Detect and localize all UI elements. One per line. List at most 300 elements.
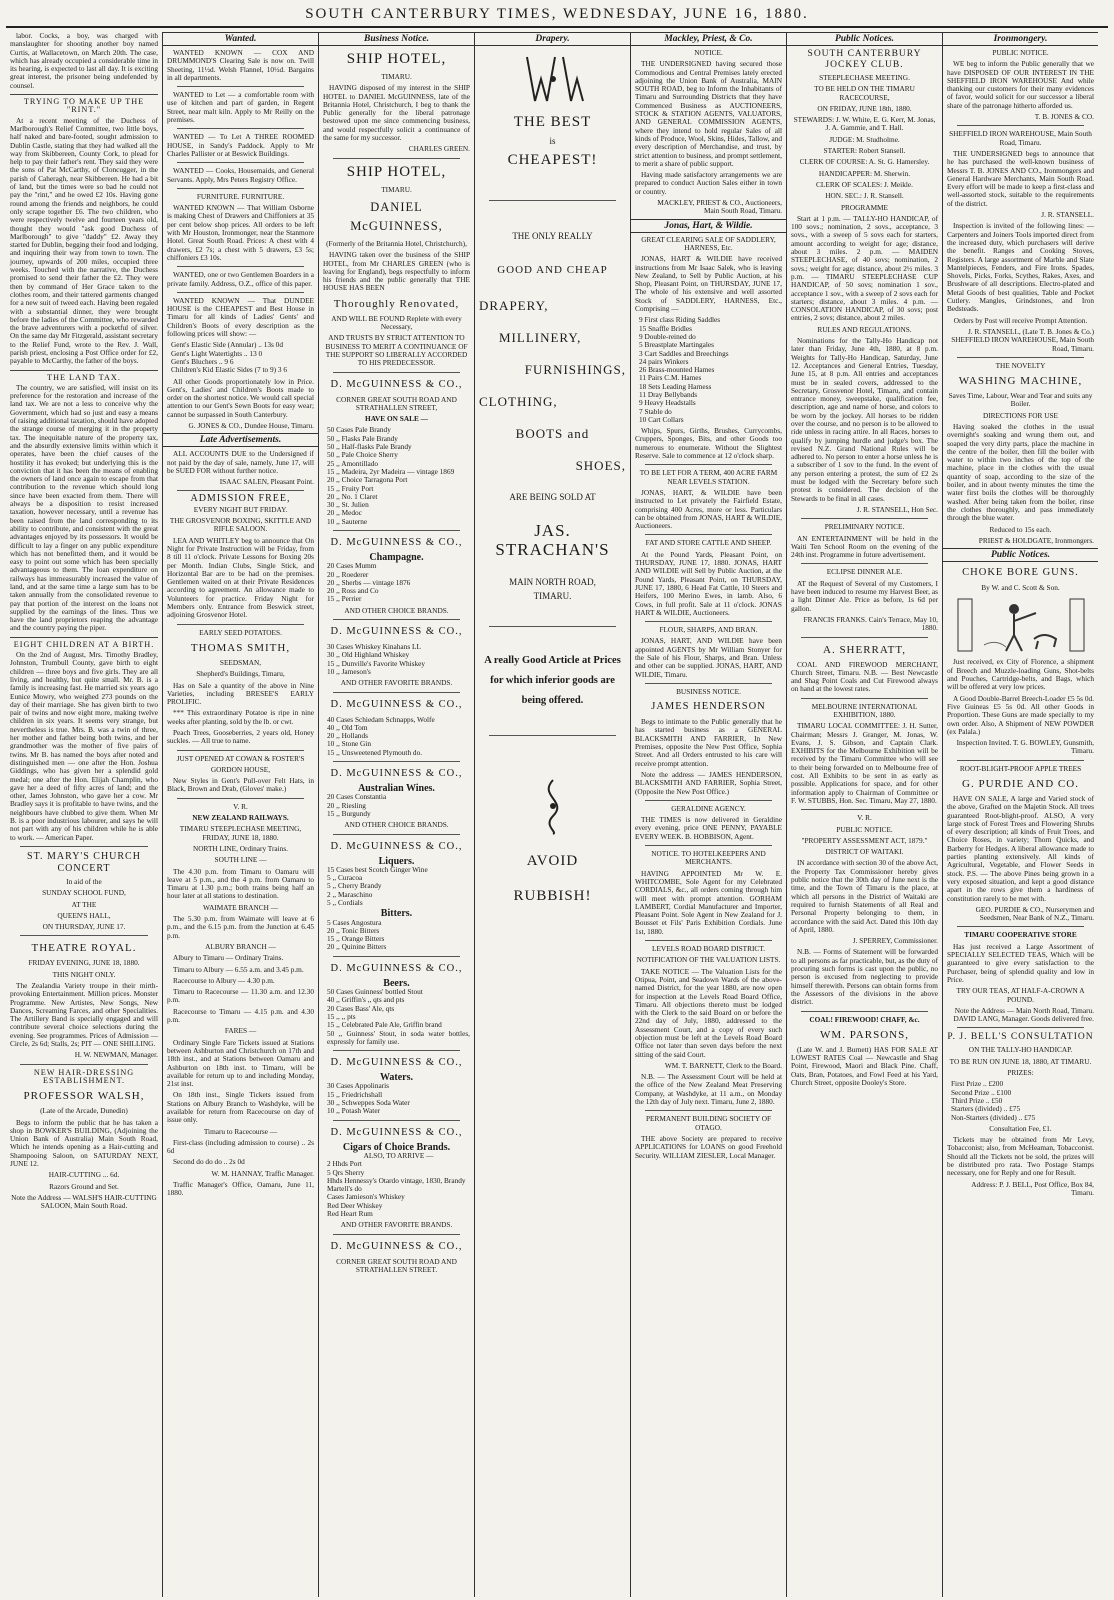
eclipse-body: AT the Request of Several of my Customers, I have been induced to resume my Harvest Beer, as a light Dinner Ale. Price as before, 1s 6d per gallon. xyxy=(791,578,938,613)
bell-title: P. J. BELL'S CONSULTATION xyxy=(947,1032,1094,1043)
official: HON. SEC.: J. R. Stansell. xyxy=(825,191,904,201)
list-item: 20 ,, Hollands xyxy=(327,731,368,741)
cheapest: CHEAPEST! xyxy=(507,152,598,168)
saddlery-list xyxy=(635,316,782,424)
strachan: JAS. STRACHAN'S xyxy=(495,521,610,559)
firm-addr: CORNER GREAT SOUTH ROAD AND STRATHALLEN STREET, xyxy=(336,394,457,412)
firm-name: D. McGUINNESS & CO., xyxy=(330,768,463,780)
rail-line: SOUTH LINE — xyxy=(214,855,267,865)
rail-line: Albury to Timaru — Ordinary Trains. xyxy=(173,953,284,963)
column-4 xyxy=(474,32,630,1597)
divider xyxy=(957,1027,1084,1028)
list-item: 30 ,, Old Highland Whiskey xyxy=(327,650,410,660)
list-item: 10 ,, Potash Water xyxy=(327,1106,380,1116)
official: HANDICAPPER: M. Sherwin. xyxy=(818,168,911,178)
section-header-mackley: Mackley, Priest, & Co. xyxy=(631,32,786,46)
list-item: 15 ,, Orange Bitters xyxy=(327,934,385,944)
article-body-rint: At a recent meeting of the Duchess of Marlborough's Relief Committee, two little boys, half naked and bare-footed, sought admission to Dublin Castle, stating that they had walked all the way from Skibbereen, County Cork, to plead for help to pay their father's rent. They said they were the sons of Pat McCarthy, of Cloncugger, in the parish of Caheragh, near Skibbereen. He had a bit of land, but the times were so bad he could not pay the "rint," and he owed £2 10s. Having gone round among the friends and neighbors, he could only scrape together £6. The two children, who were respectively twelve and fourteen years old, thought they would "ask good Duchess of Marlborough" to give "daddy" £2. Away they started for Dublin, begging their food and lodging, and inquiring their way from town to town. The journey, upwards of 200 miles, occupied three weeks. Touched with the narrative, the Duchess promised to send their father the £2. They were then by command of Her Grace taken to the clothes room, and their tattered garments changed for a new suit of tweed each. Having been regaled with a substantial dinner, they were brought before the ladies of the Committee, who rewarded the brave adventurers with a pocketful of silver. On the same day Mr Fitzgerald, assistant secretary to the Relief Fund, wrote to the Rev. J. Wall, parish priest, enclosing a Post Office order for £2, payable to McCarthy, the father of the boys. xyxy=(10,115,158,366)
prize-item: Non-Starters (divided) .. £75 xyxy=(951,1112,1036,1122)
saddlery-body: JONAS, HART & WILDIE have received instructions from Mr Isaac Salek, who is leaving New Zealand, to Sell by Public Auction, at his Shop, Pleasant Point, on THURSDAY, JUNE 17, The whole of his extensive and well assorted Stock of SADDLERY, HARNESS, Etc., Comprising — xyxy=(635,254,782,314)
jockey-line: TO BE HELD ON THE TIMARU RACECOURSE, xyxy=(814,84,915,102)
section-header-public-notices: Public Notices. xyxy=(943,548,1098,562)
divider xyxy=(801,563,928,564)
list-item: 50 Cases Pale Brandy xyxy=(327,425,391,435)
admission-title: ADMISSION FREE, xyxy=(190,493,291,505)
wanted-ad: WANTED KNOWN — COX AND DRUMMOND'S Clearing Sale is now on. Twill Sheeting, 11½d. Welsh Flannel, 10½d. Bargains in all departments. xyxy=(167,48,314,82)
act-title: "PROPERTY ASSESSMENT ACT, 1879." xyxy=(801,835,928,845)
potatoes-body: Has on Sale a quantity of the above in Nine Varieties, including BRESEE'S EARLY PROLIFIC. xyxy=(167,680,314,707)
potatoes-line: SEEDSMAN, xyxy=(219,657,262,667)
list-tail: AND OTHER FAVORITE BRANDS. xyxy=(340,1220,453,1230)
list-item: 10 ,, Stone Gin xyxy=(327,739,371,749)
divider xyxy=(177,162,304,163)
list-tail: AND OTHER CHOICE BRANDS. xyxy=(344,820,449,830)
divider xyxy=(645,845,772,846)
renovated: Thoroughly Renovated, xyxy=(333,297,460,310)
list-item: 30 ,, Schweppes Soda Water xyxy=(327,1098,410,1108)
have-on-sale: HAVE ON SALE — xyxy=(365,414,428,424)
reduced-line: Reduced to 15s each. xyxy=(989,524,1052,534)
rail-line: The 4.30 p.m. from Timaru to Oamaru will leave at 5 p.m., and the 4 p.m. from Oamaru to Timaru at 1.30 p.m.; both trains being half an hour later at all stations to destination. xyxy=(167,866,314,901)
coop-body: Has just received a Large Assortment of SPECIALLY SELECTED TEAS, Which will be guaranteed to give every satisfaction to the Purchaser, being of splendid quality and low in Price. xyxy=(947,941,1094,984)
masthead-date: WEDNESDAY, JUNE 16, 1880. xyxy=(562,6,809,22)
section-header-public: Public Notices. xyxy=(787,32,942,46)
wanted-ad: WANTED KNOWN — That William Osborne is making Chest of Drawers and Chiffoniers at 35 per cent below shop prices. All orders to be left with Mr Houston, Ironmonger, near the Stanmore Hotel. Great South Road. Prices: A chest with 4 drawers, £2 7s; a chest with 5 drawers, £3 5s; chiffoniers £3 10s. xyxy=(167,203,314,262)
daniel-body: HAVING taken over the business of the SHIP HOTEL, from Mr CHARLES GREEN (who is leaving for England), begs respectfully to inform his friends and the public generally that THE HOUSE HAS BEEN xyxy=(323,250,470,293)
only-really: THE ONLY REALLY xyxy=(512,231,593,241)
saddlery-title: GREAT CLEARING SALE OF SADDLERY, HARNESS, Etc. xyxy=(641,234,776,252)
hair-line: Razors Ground and Set. xyxy=(49,1181,119,1191)
rail-line: NEW ZEALAND RAILWAYS. xyxy=(192,813,289,823)
brandy-list xyxy=(323,426,470,526)
list-tail: AND OTHER FAVORITE BRANDS. xyxy=(340,678,453,688)
accounts-notice: ALL ACCOUNTS DUE to the Undersigned if not paid by the day of sale, namely, June 17, will be SUED FOR without further notice. xyxy=(167,449,314,475)
lease-body: JONAS, HART, & WILDIE have been instructed to Let privately the Fairfield Estate, comprising 400 Acres, more or less. Particulars can be obtained from JONAS, HART & WILDIE, Auctioneers. xyxy=(635,487,782,531)
list-item: 15 ,, Perrier xyxy=(327,594,362,604)
section-header-late: Late Advertisements. xyxy=(163,433,318,447)
rail-line: Timaru to Albury — 6.55 a.m. and 3.45 p.m. xyxy=(173,964,304,974)
rail-line: WAIMATE BRANCH — xyxy=(203,902,278,912)
rail-line: Racecourse to Timaru — 4.15 p.m. and 4.30 p.m. xyxy=(167,1006,314,1025)
stansell-sig: J. R. STANSELL, (Late T. B. Jones & Co.) SHEFFIELD IRON WAREHOUSE, Main South Road, Timaru. xyxy=(951,326,1094,353)
shoes-word: SHOES, xyxy=(575,458,626,473)
fee-line: Consultation Fee, £1. xyxy=(989,1123,1052,1133)
list-item: ALSO, TO ARRIVE — xyxy=(363,1150,434,1160)
bell-body: Tickets may be obtained from Mr Levy, Tobacconist; also, from McHeaman, Tobacconist. Should all the Tickets not be sold, the prizes will be distributed pro rata. Two Postage Stamps necessary, one for Reply and one for Result. xyxy=(947,1135,1094,1178)
section-header-jhw: Jonas, Hart, & Wildie. xyxy=(631,219,786,233)
list-item: 15 ,, Burgundy xyxy=(327,808,371,818)
list-item: 15 ,, ,, pts xyxy=(327,1011,356,1021)
waitaki-nb: N.B. — Forms of Statement will be forwarded to all persons as far practicable, but, as the duty of procuring such forms is cast upon the public, no person is excused from neglecting to provide himself therewith. Persons can obtain forms from the Assessors of the divisions in the above district. xyxy=(791,947,938,1007)
list-item: 15 ,, Fruity Port xyxy=(327,483,374,493)
list-item: 50 Cases Guinness' bottled Stout xyxy=(327,987,423,997)
sheffield-sig: J. R. STANSELL. xyxy=(1041,210,1094,220)
list-item: 2 Hhds Port xyxy=(327,1159,362,1169)
article-body-land-tax: The country, we are satisfied, will insist on its preference for the restoration and increase of the land tax. We are not a less to conceive why the Government, which had so just and easy a means of raising additional taxation, should have adopted the strange course of merging it in the property tax. The inequitable nature of the property tax, and the absurdly extensive limits within which it operates, have been the chief causes of the hostility it has evoked; but underlying this is the conviction that it has been the means of enabling the owners of land once again to escape from that contribution to the revenue which should long since have been exacted from them. There will always be a disposition to resist increased taxation, however necessary, until a revenue has been raised from the land corresponding to its ability to contribute, and consistent with the great advantages enjoyed by its possessors. It would be difficult to lay a finger on any public expenditure which has not benefitted them, and it would be easy to point out some which has been specially advantageous to them. The loan expenditure on railways has immeasurably increased the value of land, and at the same time a large sum has to be taken annually from the consolidated revenue to pay that portion of the interest on the loans not supplied by the earnings of the lines. Thus we have the land proprietors reaping the advantage and the country paying the piper. xyxy=(10,382,158,633)
washing-sub: Saves Time, Labour, Wear and Tear and suits any Boiler. xyxy=(948,391,1093,409)
flourish-ornament xyxy=(479,776,626,836)
list-item: 5 Qrs Sherry xyxy=(327,1167,365,1177)
prizes-list xyxy=(947,1080,1094,1121)
rail-sig: W. M. HANNAY, Traffic Manager. xyxy=(211,1168,314,1178)
category-waters: Waters. xyxy=(379,1072,414,1084)
list-item: 9 Heavy Headstalls xyxy=(639,398,696,408)
stewards: STEWARDS: J. W. White, E. G. Kerr, M. Jonas, J. A. Gammie, and T. Hall. xyxy=(793,115,936,133)
concert-title: ST. MARY'S CHURCH CONCERT xyxy=(27,850,141,874)
divider xyxy=(645,464,772,465)
category-beers: Beers. xyxy=(383,977,410,989)
potatoes-body: Peach Trees, Gooseberries, 2 years old, Honey suckles. — All true to name. xyxy=(167,728,314,746)
good-and-cheap: GOOD AND CHEAP xyxy=(497,264,608,276)
list-item: 3 Cart Saddles and Breechings xyxy=(639,348,729,358)
guns-body: A Good Double-Barrel Breech-Loader £5 5s 0d. Five Guineas £5 5s 0d. All other Goods in Proportion. These Guns are made specially to my own order. Also, A Shipment of NEW POWDER (ex Palala.) xyxy=(947,693,1094,736)
wanted-ad: WANTED — Cooks, Housemaids, and General Servants. Apply, Mrs Peters Registry Office. xyxy=(167,166,314,184)
rail-line: Traffic Manager's Office, Oamaru, June 11, 1880. xyxy=(167,1180,314,1198)
sherratt-body: COAL AND FIREWOOD MERCHANT, Church Street, Timaru. N.B. — Best Newcastle and Shag Point Coals and Cut Firewood always on hand at the lowest rates. xyxy=(791,659,938,694)
rules-sig: J. R. STANSELL, Hon Sec. xyxy=(856,504,938,514)
thomas-smith: THOMAS SMITH, xyxy=(190,641,291,654)
column-7 xyxy=(942,32,1098,1597)
ship-hotel-body: HAVING disposed of my interest in the SHIP HOTEL to DANIEL McGUINNESS, late of the Britannia Hotel, Christchurch, I beg to thank the Public generally for the liberal patronage bestowed upon me since commencing business, and would respectfully solicit a continuance of the same for my successor. xyxy=(323,83,470,143)
prelim-body: AN ENTERTAINMENT will be held in the Waiti Ten School Room on the evening of the 24th inst. Programme in future advertisement. xyxy=(791,533,938,560)
list-item: 20 ,, Roederer xyxy=(327,569,369,579)
concert-line: ON THURSDAY, JUNE 17. xyxy=(42,922,126,932)
list-item: 5 Breastplate Martingales xyxy=(639,340,714,350)
is-word: is xyxy=(549,136,556,146)
purdie-body: HAVE ON SALE, A large and Varied stock of the above, Grafted on the Majetin Stock. All trees guaranteed Root-blight-proof. ALSO, A very large stock of Forest Trees and Flowering Shrubs of every description; all kinds of Fruit Trees, and Choice Roses, in variety; Thorn Quicks, and Barberry for Hedges. A liberal allowance made to parties planting extensively. All kinds of Agricultural, Vegetable, and Flower Seeds in stock. P.S. — The above Pines being grown in a very exposed situation, and kept a good distance apart in the rows give them a hardiness of constitution rarely to be met with. xyxy=(947,794,1094,903)
divider xyxy=(645,1110,772,1111)
article-title-eight-children: EIGHT CHILDREN AT A BIRTH. xyxy=(10,637,158,649)
rail-line: Racecourse to Albury — 4.30 p.m. xyxy=(173,975,275,985)
waters-list xyxy=(323,1082,470,1115)
category-wines: Australian Wines. xyxy=(358,783,435,795)
rail-line: Timaru to Racecourse — 11.30 a.m. and 12.30 p.m. xyxy=(167,987,314,1005)
list-item: 20 ,, Medoc xyxy=(327,508,362,518)
list-item: Cases Jamieson's Whiskey xyxy=(327,1192,405,1202)
levels-nb: N.B. — The Assessment Court will be held at the office of the New Zealand Meat Preserving Company, at Washdyke, at 11 a.m., on Monday the 12th day of July next. Timaru, June 2, 1880. xyxy=(635,1072,782,1107)
firm-name: D. McGUINNESS & CO., xyxy=(330,1126,463,1138)
try-sig: Note the Address — Main North Road, Timaru. DAVID LANG, Manager. Goods delivered free. xyxy=(953,1005,1094,1024)
potatoes-line: Shepherd's Buildings, Timaru, xyxy=(196,669,285,679)
divider xyxy=(177,490,304,491)
daniel-sub: (Formerly of the Britannia Hotel, Christchurch), xyxy=(326,238,467,248)
section-header-wanted: Wanted. xyxy=(163,32,318,46)
levels-sig: WM. T. BARNETT, Clerk to the Board. xyxy=(664,1060,782,1070)
list-item: 15 ,, Celebrated Pale Ale, Griffin brand xyxy=(327,1020,442,1030)
divider xyxy=(801,637,928,638)
divider xyxy=(489,735,616,736)
divider xyxy=(177,188,304,189)
list-item: 11 Dray Bellybands xyxy=(639,389,698,399)
divider xyxy=(177,798,304,799)
public-notice-title: PUBLIC NOTICE. xyxy=(992,48,1049,57)
column-2 xyxy=(162,32,318,1597)
list-item: 10 ,, Jameson's xyxy=(327,666,371,676)
ad-railways xyxy=(167,803,314,1198)
wanted-ad: WANTED — To Let A THREE ROOMED HOUSE, in Sandy's Paddock. Apply to Mr Charles Pallister or at Beswick Buildings. xyxy=(167,132,314,158)
category-liqueurs: Liquers. xyxy=(378,855,415,867)
list-item: 5 Cases Angostura xyxy=(327,917,382,927)
price-item: Gent's Elastic Side (Annular) .. 13s 0d xyxy=(171,340,283,350)
ad-concert xyxy=(10,851,158,931)
inspection-body: Inspection is invited of the following lines: — Carpenters and Joiners Tools imported direct from the increased duty, which purchasers will derive the benefit. Ranges and Cooking Stoves, Registers. A large assortment of Marble and Slate Mantelpieces, Fenders, and Fire Irons. Spades, Shovels, Picks, Forks, Scythes, Rakes, Axes, and Brushware of all descriptions. Electro-plated and Metal Goods of best qualities, Table and Pocket Cutlery. Mangles, Grindstones, and Iron Bedsteads. xyxy=(947,221,1094,314)
list-item: 20 Cases Mumm xyxy=(327,561,377,571)
divider xyxy=(645,621,772,622)
gun-illustration xyxy=(947,595,1094,655)
levels-body: TAKE NOTICE — The Valuation Lists for the Otipua, Point, and Seadown Wards of the above-named District, for the year 1880, are now open for inspection at the Levels Road Board Office, Timaru. All objections thereto must be lodged with the Clerk to the said Board on or before the 22nd day of July, 1880, addressed to the Assessment Court, and a copy of every such objection must be left at the Levels Road Board Office not later than seven days before the next sitting of the said Court. xyxy=(635,966,782,1059)
category-cigars: Cigars of Choice Brands. xyxy=(342,1141,451,1153)
waitaki-sig: J. SPERREY, Commissioner. xyxy=(852,936,938,946)
divider xyxy=(177,292,304,293)
list-item: 15 ,, Unsweetened Plymouth do. xyxy=(327,747,423,757)
firm-name: D. McGUINNESS & CO., xyxy=(330,536,463,548)
divider xyxy=(333,530,460,531)
divider xyxy=(645,800,772,801)
list-item: 30 Cases Appolinaris xyxy=(327,1081,390,1091)
firm-name: D. McGUINNESS & CO., xyxy=(330,698,463,710)
rail-line: FARES — xyxy=(224,1026,257,1036)
list-item: 20 ,, No. 1 Claret xyxy=(327,491,378,501)
official: JUDGE: M. Studholme. xyxy=(829,134,900,144)
sold-at: ARE BEING SOLD AT xyxy=(509,492,596,502)
main-road: MAIN NORTH ROAD, xyxy=(509,577,596,587)
timaru: TIMARU. xyxy=(533,591,572,601)
geraldine-title: GERALDINE AGENCY. xyxy=(671,803,746,813)
list-item: 20 ,, Riesling xyxy=(327,800,366,810)
eclipse-title: ECLIPSE DINNER ALE. xyxy=(826,567,903,577)
furnishings-word: FURNISHINGS, xyxy=(524,362,626,377)
whiskey-list xyxy=(323,643,470,676)
parsons-body: (Late W. and J. Burnett) HAS FOR SALE AT LOWEST RATES Coal — Newcastle and Shag Point, Firewood, Maori and Black Pine. Chaff, Oats, Bran, Potatoes, and Fowl Feed at his Yard, Church Street, opposite Dooley's Store. xyxy=(791,1044,938,1087)
sheffield-title: SHEFFIELD IRON WAREHOUSE, Main South Road, Timaru. xyxy=(949,129,1092,147)
arrive-list xyxy=(323,1152,470,1218)
column-6 xyxy=(786,32,942,1597)
prize-item: First Prize .. £200 xyxy=(951,1079,1004,1089)
rubbish: RUBBISH! xyxy=(513,888,592,904)
bell-sub: ON THE TALLY-HO HANDICAP. xyxy=(968,1045,1073,1055)
rail-line: Ordinary Single Fare Tickets issued at Stations between Ashburton and Christchurch on 17th and 18th inst., and at Stations between Oamaru and Ashburton on 18th inst. to Timaru, will be available for return up to and including Monday, 21st inst. xyxy=(167,1037,314,1089)
divider xyxy=(333,158,460,159)
list-item: 2 ,, Maraschino xyxy=(327,889,373,899)
prize-item: Starters (divided) .. £75 xyxy=(951,1104,1021,1114)
priest-sig: PRIEST & HOLDGATE, Ironmongers. xyxy=(978,535,1094,545)
list-item: 24 pairs Winkers xyxy=(639,356,689,366)
divider xyxy=(645,534,772,535)
millinery-word: MILLINERY, xyxy=(499,330,582,345)
list-item: 15 Cases best Scotch Ginger Wine xyxy=(327,864,428,874)
trees-title: ROOT-BLIGHT-PROOF APPLE TREES xyxy=(959,763,1082,773)
dundee-body: All other Goods proportionately low in Price. Gent's, Ladies' and Children's Boots made to order on the shortest notice. We would call special attention to our Gent's Sewn Boots for easy wear; cannot be surpassed in South Canterbury. xyxy=(167,376,314,419)
wanted-ad: WANTED to Let — a comfortable room with use of kitchen and part of garden, in Regent Street, near malt kiln. Apply to Mr Reilly on the premises. xyxy=(167,90,314,125)
champagne-list xyxy=(323,562,470,603)
list-item: 7 Stable do xyxy=(639,406,672,416)
divider xyxy=(20,846,148,847)
divider xyxy=(801,518,928,519)
official: CLERK OF COURSE: A. St. G. Hamersley. xyxy=(799,157,930,167)
firm-addr: CORNER GREAT SOUTH ROAD AND STRATHALLEN STREET. xyxy=(336,1256,457,1274)
rail-line: On 18th inst., Single Tickets issued from Stations on Albury Branch to Washdyke, will be available for return from Racecourse on day of issue only. xyxy=(167,1090,314,1125)
theatre-body: The Zealandia Variety troupe in their mirth-provoking Entertainment. Million prices. Monster Programme. New Artistes, New Songs, New Dances, Screaming Farces, and other Specialities. The Artillery Band is specially engaged and will contribute several choice selections during the evening. See programmes. Prices of Admission — Circle, 2s 6d; Stalls, 2s; PIT — ONE SHILLING. xyxy=(10,980,158,1049)
article-tail: labor. Cocks, a boy, was charged with manslaughter for shooting another boy named Curtis, at Wallacetown, on March 20th. The case, which has already occupied a considerable time in its hearing, is expected to last all day. It is exciting great interest, the prisoner being undefended by counsel. xyxy=(10,32,158,90)
try-teas: TRY OUR TEAS, AT HALF-A-CROWN A POUND. xyxy=(956,986,1085,1004)
hotel-title: NOTICE. TO HOTELKEEPERS AND MERCHANTS. xyxy=(651,849,766,867)
list-item: 50 ,, Guinness' Stout, in soda water bottles, expressly for family use. xyxy=(327,1028,470,1046)
theatre-line: THIS NIGHT ONLY. xyxy=(52,969,116,979)
column-1 xyxy=(6,32,162,1597)
ship-hotel-town: TIMARU. xyxy=(381,184,412,194)
divider xyxy=(177,86,304,87)
divider xyxy=(489,626,616,627)
hair-line: HAIR-CUTTING ... 6d. xyxy=(48,1170,120,1180)
column-3 xyxy=(318,32,474,1597)
section-header-ironmongery: Ironmongery. xyxy=(943,32,1098,46)
theatre-line: FRIDAY EVENING, JUNE 18, 1880. xyxy=(28,958,140,968)
firm-name: D. McGUINNESS & CO., xyxy=(330,1240,463,1252)
concert-line: SUNDAY SCHOOL FUND, xyxy=(42,888,126,898)
wines-list xyxy=(323,793,470,818)
ship-hotel-title: SHIP HOTEL, xyxy=(346,51,447,67)
henderson-sig: Note the address — JAMES HENDERSON, BLACKSMITH AND FARRIER, Sophia Street, (Opposite the New Post Office.) xyxy=(635,769,782,796)
coop-title: TIMARU COOPERATIVE STORE xyxy=(964,930,1077,940)
coal-title: COAL! FIREWOOD! CHAFF, &c. xyxy=(809,1014,920,1024)
divider xyxy=(333,1050,460,1051)
firm-name: D. McGUINNESS & CO., xyxy=(330,962,463,974)
rail-line: Second do do do .. 2s 0d xyxy=(173,1157,245,1167)
divider xyxy=(801,698,928,699)
divider xyxy=(333,956,460,957)
list-item: 15 Snaffle Bridles xyxy=(639,323,692,333)
divider xyxy=(177,624,304,625)
waitaki-title: DISTRICT OF WAITAKI. xyxy=(825,847,904,857)
hunter-with-dog-icon xyxy=(956,595,1086,655)
firm-name: D. McGUINNESS & CO., xyxy=(330,840,463,852)
sherratt-name: A. SHERRATT, xyxy=(823,643,906,656)
divider xyxy=(801,809,928,810)
mackley-sig: MACKLEY, PRIEST & CO., Auctioneers, Main South Road, Timaru. xyxy=(657,198,782,216)
prize-item: Third Prize .. £50 xyxy=(951,1095,1003,1105)
rules-body: Nominations for the Tally-Ho Handicap not later than Friday, June 4th, 1880, at 8 p.m. Weights for Tally-Ho Handicap, Saturday, June 12. Acceptances and General Entries, Tuesday, June 15, at 8 p.m. All entries and acceptances must be in sealed covers, addressed to the Secretary, Grosvenor Hotel, Timaru, and contain entrance money, sweepstake, qualification fee, description, age and name of horse, and colors to be worn by the jockey. All horses to be ridden over the course, and no person is to be allowed to ride unless in racing attire. In all Races, horses to qualify by jumping hurdle and judge's box. The revised N.Z. Grand National Rules will be adhered to. No person to enter a horse unless he is a subscriber of 1 sov to the fund. In the event of any person entering a protest, the sum of £2 2s must be lodged with the Secretary before such protest is considered. The decision of the Stewards to be final in all cases. xyxy=(791,336,938,503)
divider xyxy=(645,940,772,941)
prizes-title: PRIZES: xyxy=(1007,1068,1034,1078)
masthead-title: SOUTH CANTERBURY TIMES, xyxy=(305,6,558,22)
rail-line: First-class (including admission to course) .. 2s 6d xyxy=(167,1137,314,1156)
beers-list xyxy=(323,988,470,1046)
lea-whitley-body: LEA AND WHITLEY beg to announce that On Night for Private Instruction will be Friday, from 8 till 11 o'clock. Private Lessons for Boxing 20s per Month. Indian Clubs, Single Stick, and Horizontal Bar are to be had on the premises. Gentlemen waited on at their Private Residences according to agreement. An allowance made to Volunteers for practice. Friday Night for Members only. Entrance from Beswick street, adjoining Grosvenor Hotel. xyxy=(167,535,314,620)
accounts-sig: ISAAC SALEN, Pleasant Point. xyxy=(219,477,314,487)
divider xyxy=(645,683,772,684)
list-item: 20 ,, Tonic Bitters xyxy=(327,925,380,935)
potatoes-body: *** This extraordinary Potatoe is ripe in nine weeks after planting, sold by the lb. or cwt. xyxy=(167,708,314,726)
drapery-word: DRAPERY, xyxy=(479,298,549,313)
divider xyxy=(957,760,1084,761)
divider xyxy=(957,125,1084,126)
divider xyxy=(333,372,460,373)
article-offer: A really Good Article at Prices for which inferior goods are being offered. xyxy=(484,655,621,706)
directions-title: DIRECTIONS FOR USE xyxy=(982,410,1058,420)
divider xyxy=(20,1064,148,1065)
purdie-sig: GEO. PURDIE & CO., Nurserymen and Seedsmen, Near Bank of N.Z., Timaru. xyxy=(975,904,1094,923)
lease-title: TO BE LET FOR A TERM, 400 ACRE FARM NEAR LEVELS STATION. xyxy=(639,468,778,486)
list-item: 20 ,, Choice Tarragona Port xyxy=(327,475,408,485)
strict: AND TRUSTS BY STRICT ATTENTION TO BUSINESS TO MERIT A CONTINUANCE OF THE SUPPORT SO LIBERALLY ACCORDED TO HIS PREDECESSOR. xyxy=(325,333,468,368)
section-header-business: Business Notice. xyxy=(319,32,474,46)
mackley-body: Having made satisfactory arrangements we are prepared to conduct Auction Sales either in town or country. xyxy=(635,170,782,196)
ship-hotel-sig: CHARLES GREEN. xyxy=(408,144,470,154)
list-item: 20 ,, Quinine Bitters xyxy=(327,942,387,952)
divider xyxy=(801,1011,928,1012)
theatre-title: THEATRE ROYAL. xyxy=(31,942,137,955)
article-title-rint: TRYING TO MAKE UP THE "RINT." xyxy=(10,94,158,115)
saddlery-tail: Whips, Spurs, Girths, Brushes, Currycombs, Cruppers, Sponges, Bits, and other Goods too numerous to enumerate. Without the Slightest Reserve. Sale to commence at 12 o'clock sharp. xyxy=(635,426,782,461)
list-item: 9 Double-reined do xyxy=(639,331,696,341)
vr: V. R. xyxy=(857,813,872,823)
permanent-body: THE above Society are prepared to receive APPLICATIONS for LOANS on good Freehold Security. WILLIAM ZIESLER, Local Manager. xyxy=(635,1133,782,1160)
section-header-drapery: Drapery. xyxy=(475,32,630,46)
rail-line: TIMARU STEEPLECHASE MEETING, FRIDAY, JUNE 18, 1880. xyxy=(179,824,302,842)
dundee-sig: G. JONES & CO., Dundee House, Timaru. xyxy=(188,420,314,430)
henderson-body: Begs to intimate to the Public generally that he has started business as a GENERAL BLACKSMITH AND FARRIER, In New Premises, opposite the New Post Office, Sophia Street. And all Orders entrusted to his care will receive prompt attention. xyxy=(635,717,782,768)
purdie-name: G. PURDIE AND CO. xyxy=(962,778,1079,790)
list-item: 5 ,, Cherry Brandy xyxy=(327,881,382,891)
list-item: Martell's do xyxy=(327,1184,362,1194)
hotel-body: HAVING APPOINTED Mr W. E. WHITCOMBE, Sole Agent for my Celebrated CORDIALS, &c., all orders coming through him will meet with prompt attention. GORHAM LAMBERT, Cordial Manufacturer and Importer, Pleasant Point. Sole Agent in New Zealand for J. Bousset et Fils' Paris Exhibition Cordials. June 1st, 1880. xyxy=(635,868,782,936)
list-item: 11 Pairs C.M. Hames xyxy=(639,373,702,383)
category-bitters: Bitters. xyxy=(380,908,413,920)
choke-sub: By W. and C. Scott & Son. xyxy=(981,583,1060,593)
list-item: 20 Cases Constantia xyxy=(327,792,387,802)
bell-run: TO BE RUN ON JUNE 18, 1880, AT TIMARU. xyxy=(949,1056,1092,1066)
hair-line: (Late of the Arcade, Dunedin) xyxy=(40,1106,128,1116)
rail-line: The 5.30 p.m. from Waimate will leave at 6 p.m., and the 6.15 p.m. from the Junction at 6.45 p.m. xyxy=(167,914,314,940)
official: STARTER: Robert Stansell. xyxy=(823,146,906,156)
columns xyxy=(6,32,1108,1597)
divider xyxy=(957,926,1084,927)
cowan-line: JUST OPENED AT COWAN & FOSTER'S xyxy=(176,753,305,763)
divider xyxy=(20,935,148,936)
official: CLERK OF SCALES: J. Meikle. xyxy=(816,179,913,189)
list-item: Red Deer Whiskey xyxy=(327,1200,383,1210)
flourish-icon xyxy=(528,776,578,836)
list-item: 15 ,, Madeira, 2yr Madeira — vintage 1869 xyxy=(327,466,455,476)
cowan-line: GORDON HOUSE, xyxy=(210,764,271,774)
prize-item: Second Prize .. £100 xyxy=(951,1087,1012,1097)
list-item: 20 ,, Ross and Co xyxy=(327,586,379,596)
guns-sig: Inspection Invited. T. G. BOWLEY, Gunsmith, Timaru. xyxy=(956,738,1094,756)
list-item: 9 First class Riding Saddles xyxy=(639,315,721,325)
jockey-line: STEEPLECHASE MEETING. xyxy=(819,73,910,82)
gin-list xyxy=(323,716,470,757)
waitaki-body: IN accordance with section 30 of the above Act, the Property Tax Commissioner hereby gives public notice that the 30th day of June next is the time, and the Town of Timaru is the place, at which all persons in the District of Waitaki are required to furnish Statements of all Real and Personal Property belonging to them, in accordance with the said Act. Dated this 10th day of April, 1880. xyxy=(791,858,938,934)
flour-title: FLOUR, SHARPS, AND BRAN. xyxy=(659,625,758,635)
list-item: 50 ,, Flasks Pale Brandy xyxy=(327,433,398,443)
choke-body: Just received, ex City of Florence, a shipment of Breech and Muzzle-loading Guns, Shot-belts and Pouches, Cartridge-belts, and Bags, which will be offered at very low prices. xyxy=(947,657,1094,692)
list-item: 26 Brass-mounted Hames xyxy=(639,365,715,375)
melbourne-title: MELBOURNE INTERNATIONAL EXHIBITION, 1880. xyxy=(811,701,918,719)
list-item: 50 ,, Pale Choice Sherry xyxy=(327,450,398,460)
hair-title: NEW HAIR-DRESSING ESTABLISHMENT. xyxy=(33,1067,135,1085)
firm-name: D. McGUINNESS & CO., xyxy=(330,1057,463,1069)
ship-hotel-title: SHIP HOTEL, xyxy=(346,163,447,180)
ad-hairdresser xyxy=(10,1069,158,1211)
list-item: 30 ,, St. Julien xyxy=(327,500,369,510)
list-item: 18 Sets Leading Harness xyxy=(639,381,712,391)
notice-title: NOTICE. xyxy=(694,48,723,57)
novelty-title: THE NOVELTY xyxy=(995,360,1046,370)
list-item: 10 ,, Sauterne xyxy=(327,516,368,526)
wanted-ad: WANTED KNOWN — That DUNDEE HOUSE is the CHEAPEST and Best House in Timaru for all kinds of Ladies' Gents' and Children's Boots of every description as the following prices will show: — xyxy=(167,295,314,339)
admission-line: EVERY NIGHT BUT FRIDAY. xyxy=(193,504,288,514)
wanted-heading: FURNITURE. FURNITURE. xyxy=(196,191,285,201)
